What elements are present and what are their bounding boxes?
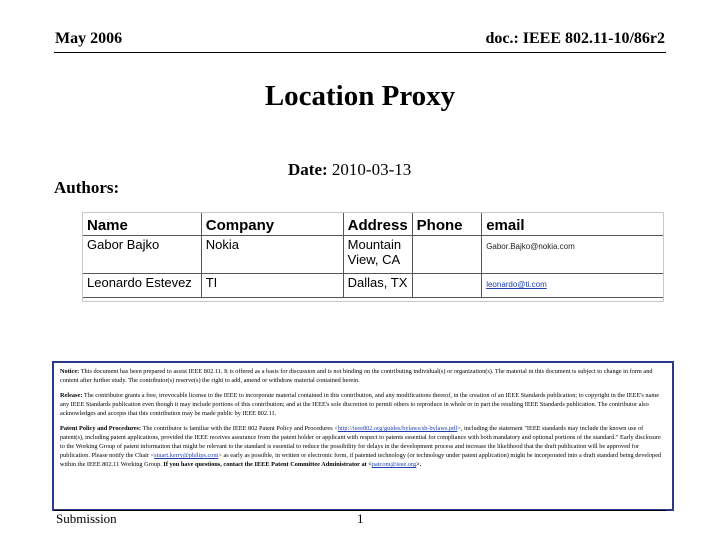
- date-value: 2010-03-13: [331, 160, 412, 179]
- table-row: [83, 274, 663, 298]
- column-header-address: Address: [343, 213, 412, 236]
- column-header-phone: Phone: [412, 213, 482, 236]
- patent-label: Patent Policy and Procedures:: [60, 425, 142, 432]
- author-phone: [412, 274, 482, 298]
- chair-email-link[interactable]: stuart.kerry@philips.com: [154, 452, 219, 459]
- author-phone: [412, 236, 482, 274]
- date-line: [288, 160, 411, 180]
- date-label: Date:: [288, 160, 328, 179]
- column-header-name: Name: [83, 213, 201, 236]
- header-date: May 2006: [55, 30, 123, 47]
- slide-title: Location Proxy: [264, 80, 456, 112]
- release-label: Release:: [60, 392, 83, 399]
- author-address: Mountain View, CA: [343, 236, 412, 274]
- page-number: 1: [357, 511, 364, 526]
- header-divider: [54, 52, 666, 53]
- author-company: TI: [201, 274, 343, 298]
- patent-text: > as early as possible, in written or electronic form, if patented technology (or technology under patent application) might be incorporated into a draft standard being developed within the IEEE 802.11 Working Group.: [60, 452, 662, 468]
- patent-text: The contributor is familiar with the IEEE 802 Patent Policy and Procedures <: [142, 425, 338, 432]
- notice-text: This document has been prepared to assist IEEE 802.11. It is offered as a basis for discussion and is not binding on the contributing individual(s) or organization(s). The material in this document is subject to change in form and content after further study. The contributor(s) reserve(s) the right to add, amend or withdraw material contained herein.: [60, 368, 653, 384]
- release-text: The contributor grants a free, irrevocable license to the IEEE to incorporate material contained in this contribution, and any modifications thereof, in the creation of an IEEE Standards publication; to copyright in the IEEE's name any IEEE Standards publication even though it may include portions of this contribution; and at the IEEE's sole discretion to permit others to reproduce in whole or in part the resulting IEEE Standards publication. The contributor also acknowledges and accepts that this contribution may be made public by IEEE 802.11.: [60, 392, 660, 417]
- footer-submission: Submission: [56, 511, 117, 526]
- patent-text: >, including the statement "IEEE standards may include the known use of patent(s), including patent applications, provided the IEEE receives assurance from the patent holder or applicant with respect to patents essential for compliance with both mandatory and optional portions of the standard." Early disclosure to the Working Group of patent information that might be relevant to the standard is essential to reduce the possibility for delays in the development process and increase the likelihood that the draft publication will be approved for publication. Please notify the Chair <: [60, 425, 661, 459]
- patent-questions-text: If you have questions, contact the IEEE Patent Committee Administrator at <: [163, 461, 372, 468]
- admin-email-link[interactable]: patcom@ieee.org: [371, 461, 417, 468]
- table-header-row: [83, 213, 663, 236]
- patent-end: >.: [416, 461, 422, 468]
- author-address: Dallas, TX: [343, 274, 412, 298]
- column-header-email: email: [482, 213, 663, 236]
- authors-label: Authors:: [54, 178, 120, 197]
- notice-label: Notice:: [60, 368, 80, 375]
- author-company: Nokia: [201, 236, 343, 274]
- author-email: Gabor.Bajko@nokia.com: [482, 236, 663, 274]
- patent-paragraph: [60, 424, 666, 469]
- release-paragraph: [60, 391, 666, 418]
- author-email-link[interactable]: leonardo@ti.com: [482, 274, 663, 298]
- header-doc-id: doc.: IEEE 802.11-10/86r2: [485, 30, 665, 47]
- author-name: Leonardo Estevez: [83, 274, 201, 298]
- authors-table: [82, 212, 664, 302]
- column-header-company: Company: [201, 213, 343, 236]
- notice-box: [52, 361, 674, 511]
- notice-paragraph: [60, 367, 666, 385]
- table-row: [83, 236, 663, 274]
- author-name: Gabor Bajko: [83, 236, 201, 274]
- patent-policy-link[interactable]: http://ieee802.org/guides/bylaws/sb-bylaws.pdf: [337, 425, 458, 432]
